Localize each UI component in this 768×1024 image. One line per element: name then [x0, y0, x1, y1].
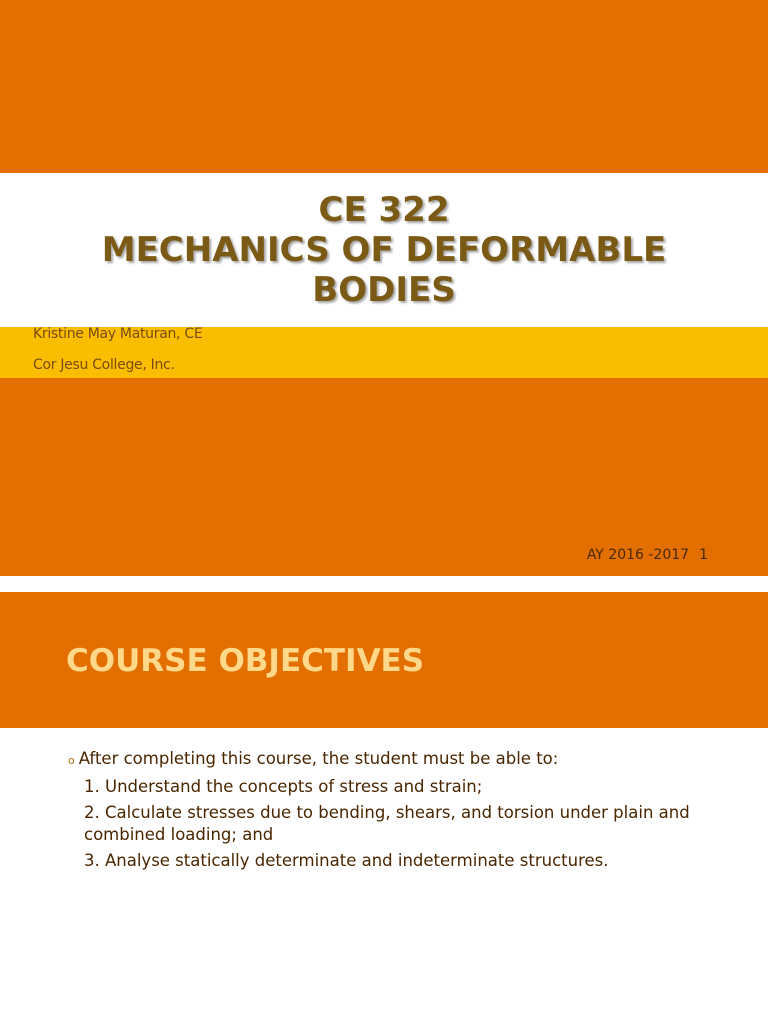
title-line-course-code: CE 322 [318, 190, 450, 230]
circle-bullet-icon: o [68, 754, 75, 767]
intro-row [68, 748, 708, 772]
author-name: Kristine May Maturan, CE [33, 326, 203, 342]
slide-title [0, 190, 768, 310]
objective-item-3: 3. Analyse statically determinate and indeterminate structures. [84, 851, 609, 870]
objective-item-1: 1. Understand the concepts of stress and strain; [84, 777, 483, 796]
objectives-intro: After completing this course, the student must be able to: [78, 749, 559, 768]
title-line-course-name-cont: BODIES [312, 270, 456, 310]
objective-item-2: 2. Calculate stresses due to bending, shears, and torsion under plain and combined loading; and [84, 803, 690, 844]
objectives-title: COURSE OBJECTIVES [66, 643, 425, 679]
academic-year: AY 2016 -2017 [586, 547, 690, 563]
title-line-course-name: MECHANICS OF DEFORMABLE [101, 230, 667, 270]
slide-number: 1 [699, 547, 708, 563]
institution-name: Cor Jesu College, Inc. [33, 357, 175, 373]
objectives-content [68, 748, 708, 872]
slide-footer [587, 547, 708, 563]
